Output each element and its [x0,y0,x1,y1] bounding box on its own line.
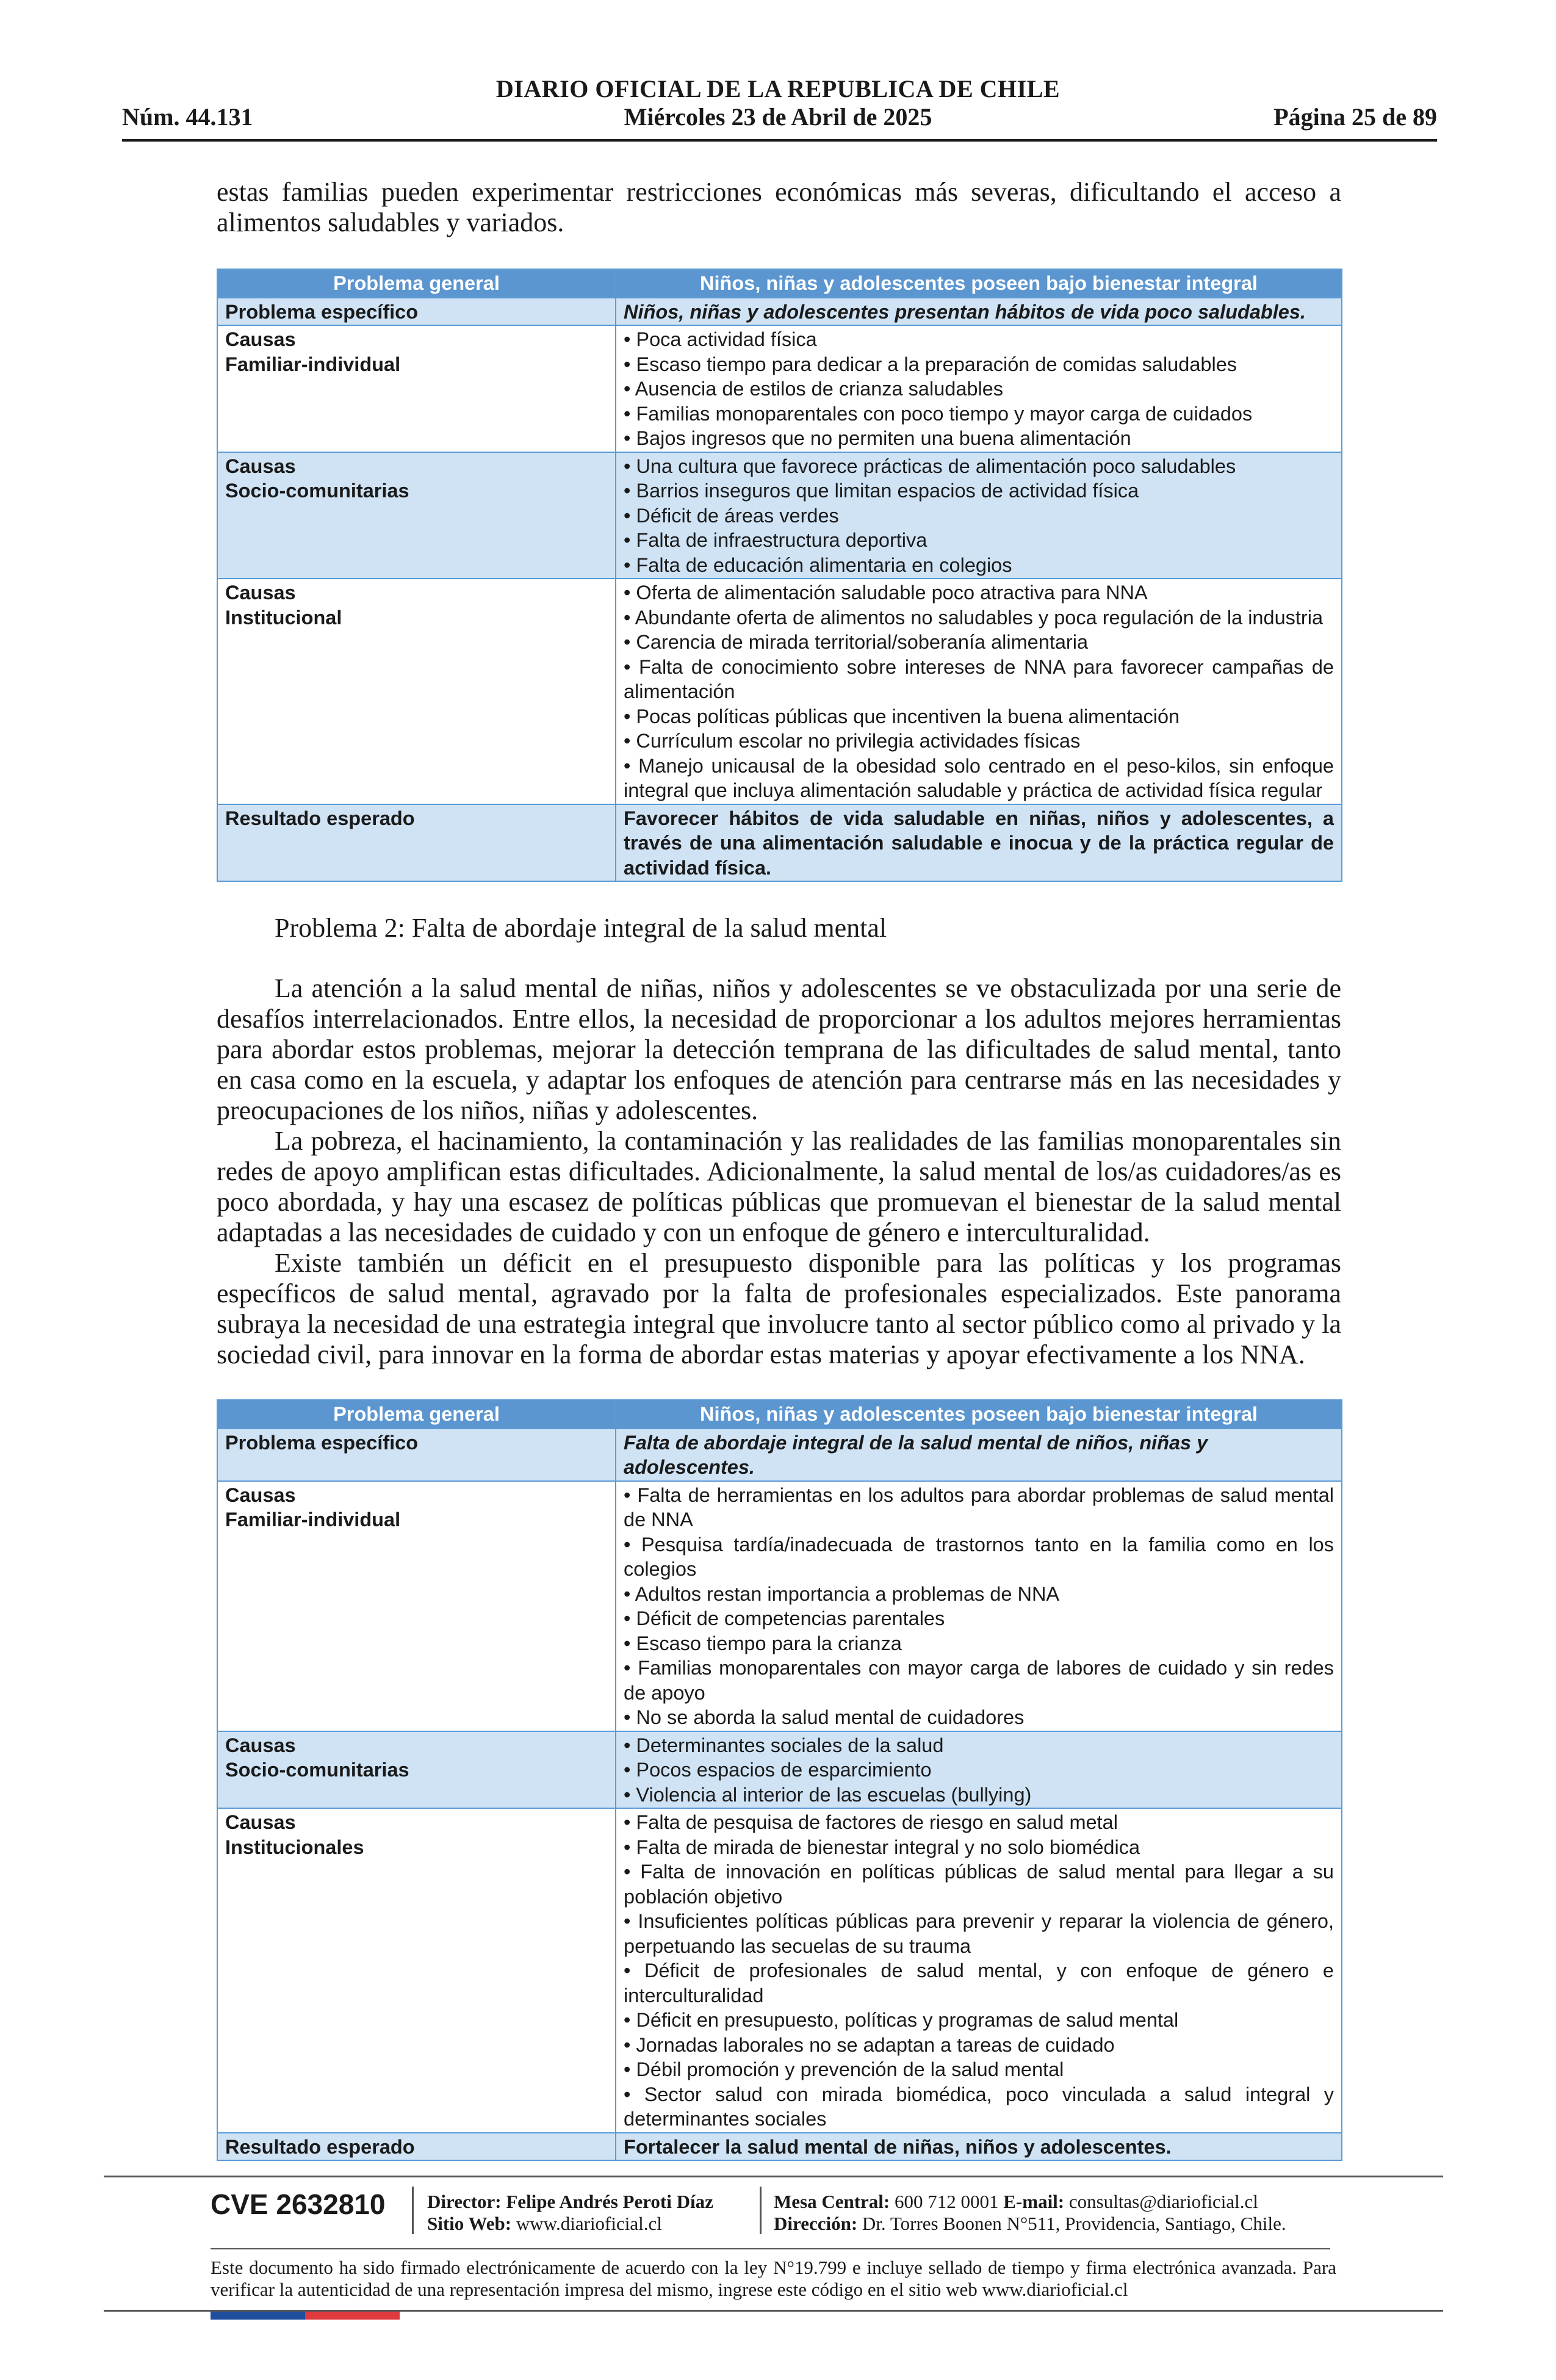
header-general-value: Niños, niñas y adolescentes poseen bajo bienestar integral [616,269,1342,298]
cve-code: CVE 2632810 [211,2188,386,2220]
list-item: • Déficit en presupuesto, políticas y programas de salud mental [624,2008,1334,2033]
causes-type-label: Socio-comunitarias [225,1759,409,1781]
page-number: Página 25 de 89 [1273,103,1437,131]
expected-result-row [217,2133,1342,2161]
header-problem-general: Problema general [217,1400,616,1429]
list-item: • Abundante oferta de alimentos no saludables y poca regulación de la industria [624,605,1334,630]
specific-problem-label: Problema específico [217,298,616,326]
list-item: • Falta de innovación en políticas públicas de salud mental para llegar a su población objetivo [624,1859,1334,1909]
causes-label: Causas [225,582,296,604]
list-item: • Falta de educación alimentaria en colegios [624,553,1334,578]
institutional-causes-list [616,579,1342,804]
list-item: • Familias monoparentales con poco tiempo y mayor carga de cuidados [624,402,1334,427]
expected-result-value: Fortalecer la salud mental de niñas, niños y adolescentes. [616,2133,1342,2161]
list-item: • Falta de herramientas en los adultos para abordar problemas de salud mental de NNA [624,1483,1334,1532]
list-item: • Una cultura que favorece prácticas de alimentación poco saludables [624,454,1334,479]
causes-label: Causas [225,328,296,350]
causes-type-label: Institucionales [225,1836,364,1858]
familiar-causes-row [217,325,1342,452]
expected-result-label: Resultado esperado [217,804,616,882]
list-item: • Escaso tiempo para la crianza [624,1631,1334,1656]
list-item: • Barrios inseguros que limitan espacios de actividad física [624,478,1334,503]
list-item: • No se aborda la salud mental de cuidadores [624,1705,1334,1730]
signature-note: Este documento ha sido firmado electrónicamente de acuerdo con la ley N°19.799 e incluye sellado de tiempo y firma electrónica avanzada. Para verificar la autenticidad de una representación impresa del mismo, ingrese este código en el sitio web www.diarioficial.cl [211,2257,1336,2300]
specific-problem-value: Falta de abordaje integral de la salud mental de niños, niñas y adolescentes. [616,1429,1342,1481]
institutional-causes-row [217,579,1342,804]
footer-separator [412,2187,414,2234]
body-paragraph-3 [217,1248,1341,1370]
issue-date: Miércoles 23 de Abril de 2025 [624,103,932,131]
causes-type-label: Socio-comunitarias [225,480,409,502]
specific-problem-value: Niños, niñas y adolescentes presentan hábitos de vida poco saludables. [616,298,1342,326]
expected-result-value: Favorecer hábitos de vida saludable en niñas, niños y adolescentes, a través de una alimentación saludable e inocua y de la práctica regular de actividad física. [616,804,1342,882]
specific-problem-row [217,1429,1342,1481]
list-item: • Pesquisa tardía/inadecuada de trastornos tanto en la familia como en los colegios [624,1532,1334,1582]
socio-causes-list [616,1731,1342,1809]
newspaper-title: DIARIO OFICIAL DE LA REPUBLICA DE CHILE [495,75,1061,103]
list-item: • Falta de infraestructura deportiva [624,528,1334,553]
problem-table-2 [217,1399,1342,2161]
institutional-causes-row [217,1808,1342,2133]
list-item: • Jornadas laborales no se adaptan a tareas de cuidado [624,2033,1334,2058]
list-item: • Falta de conocimiento sobre intereses de NNA para favorecer campañas de alimentación [624,655,1334,704]
email-label: E-mail: [1003,2191,1065,2212]
mesa-phone: 600 712 0001 [895,2191,999,2212]
list-item: • Poca actividad física [624,327,1334,352]
list-item: • Sector salud con mirada biomédica, poco vinculada a salud integral y determinantes sociales [624,2082,1334,2132]
familiar-causes-list [616,1481,1342,1731]
list-item: • Escaso tiempo para dedicar a la preparación de comidas saludables [624,352,1334,377]
causes-type-label: Familiar-individual [225,1509,401,1531]
familiar-causes-row [217,1481,1342,1731]
causes-label: Causas [225,1811,296,1833]
footer-divider-middle [211,2248,1330,2249]
footer-contact-block [774,2191,1286,2235]
paragraph-text: Existe también un déficit en el presupuesto disponible para las políticas y los programas específicos de salud mental, agravado por la falta de profesionales especializados. Este panorama subraya la necesidad de una estrategia integral que involucre tanto al sector público como al privado y la sociedad civil, para innovar en la forma de abordar estas materias y apoyar efectivamente a los NNA. [217,1248,1341,1369]
list-item: • Pocos espacios de esparcimiento [624,1758,1334,1783]
address-value: Dr. Torres Boonen N°511, Providencia, Santiago, Chile. [862,2213,1286,2234]
institutional-causes-list [616,1808,1342,2133]
problem-2-heading: Problema 2: Falta de abordaje integral de la salud mental [275,913,887,943]
expected-result-row [217,804,1342,882]
causes-label: Causas [225,1484,296,1506]
list-item: • Déficit de competencias parentales [624,1606,1334,1631]
list-item: • Déficit de áreas verdes [624,503,1334,528]
expected-result-label: Resultado esperado [217,2133,616,2161]
list-item: • Falta de pesquisa de factores de riesgo en salud metal [624,1810,1334,1835]
problem-table-1 [217,269,1342,882]
familiar-causes-label [217,325,616,452]
list-item: • Ausencia de estilos de crianza saludables [624,377,1334,402]
specific-problem-label: Problema específico [217,1429,616,1481]
email-link[interactable]: consultas@diarioficial.cl [1068,2191,1258,2212]
socio-causes-label [217,452,616,579]
flag-stripe-red [305,2312,400,2320]
director-name: Felipe Andrés Peroti Díaz [506,2191,713,2212]
mesa-label: Mesa Central: [774,2191,890,2212]
specific-problem-row [217,298,1342,326]
institutional-causes-label [217,579,616,804]
list-item: • Carencia de mirada territorial/soberanía alimentaria [624,630,1334,655]
table-header-row [217,269,1342,298]
footer-director-block [427,2191,713,2235]
paragraph-text: La atención a la salud mental de niñas, niños y adolescentes se ve obstaculizada por una serie de desafíos interrelacionados. Entre ellos, la necesidad de proporcionar a los adultos mejores herramientas para abordar estos problemas, mejorar la detección temprana de las dificultades de salud mental, tanto en casa como en la escuela, y adaptar los enfoques de atención para centrarse más en las necesidades y preocupaciones de los niños, niñas y adolescentes. [217,973,1341,1125]
list-item: • Adultos restan importancia a problemas de NNA [624,1582,1334,1607]
list-item: • Falta de mirada de bienestar integral y no solo biomédica [624,1835,1334,1860]
paragraph-text: La pobreza, el hacinamiento, la contaminación y las realidades de las familias monoparentales sin redes de apoyo amplifican estas dificultades. Adicionalmente, la salud mental de los/as cuidadores/as es poco abordada, y hay una escasez de políticas públicas que promuevan el bienestar de la salud mental adaptadas a las necesidades de cuidado y con un enfoque de género e interculturalidad. [217,1126,1341,1247]
causes-label: Causas [225,455,296,477]
footer-separator [760,2187,762,2234]
list-item: • Oferta de alimentación saludable poco atractiva para NNA [624,580,1334,605]
socio-causes-label [217,1731,616,1809]
body-paragraph-1 [217,973,1341,1126]
socio-causes-row [217,452,1342,579]
flag-stripe-blue [211,2312,305,2320]
body-paragraph-2 [217,1126,1341,1248]
list-item: • Insuficientes políticas públicas para prevenir y reparar la violencia de género, perpetuando las secuelas de su trauma [624,1909,1334,1958]
institutional-causes-label [217,1808,616,2133]
list-item: • Débil promoción y prevención de la salud mental [624,2057,1334,2082]
header-problem-general: Problema general [217,269,616,298]
socio-causes-list [616,452,1342,579]
director-label: Director: [427,2191,502,2212]
address-label: Dirección: [774,2213,858,2234]
list-item: • Violencia al interior de las escuelas (bullying) [624,1783,1334,1808]
intro-paragraph: estas familias pueden experimentar restricciones económicas más severas, dificultando el acceso a alimentos saludables y variados. [217,177,1341,237]
familiar-causes-label [217,1481,616,1731]
causes-label: Causas [225,1734,296,1756]
web-label: Sitio Web: [427,2213,512,2234]
socio-causes-row [217,1731,1342,1809]
causes-type-label: Institucional [225,606,342,629]
list-item: • Bajos ingresos que no permiten una buena alimentación [624,426,1334,451]
causes-type-label: Familiar-individual [225,353,401,375]
list-item: • Currículum escolar no privilegia actividades físicas [624,729,1334,754]
header-divider [122,139,1437,142]
list-item: • Determinantes sociales de la salud [624,1733,1334,1758]
familiar-causes-list [616,325,1342,452]
list-item: • Familias monoparentales con mayor carga de labores de cuidado y sin redes de apoyo [624,1656,1334,1705]
table-header-row [217,1400,1342,1429]
web-link[interactable]: www.diarioficial.cl [516,2213,662,2234]
header-general-value: Niños, niñas y adolescentes poseen bajo bienestar integral [616,1400,1342,1429]
list-item: • Manejo unicausal de la obesidad solo centrado en el peso-kilos, sin enfoque integral que incluya alimentación saludable y práctica de actividad física regular [624,754,1334,803]
issue-number: Núm. 44.131 [122,103,253,131]
list-item: • Déficit de profesionales de salud mental, y con enfoque de género e interculturalidad [624,1958,1334,2008]
list-item: • Pocas políticas públicas que incentiven la buena alimentación [624,704,1334,729]
footer-divider-top [104,2176,1443,2177]
